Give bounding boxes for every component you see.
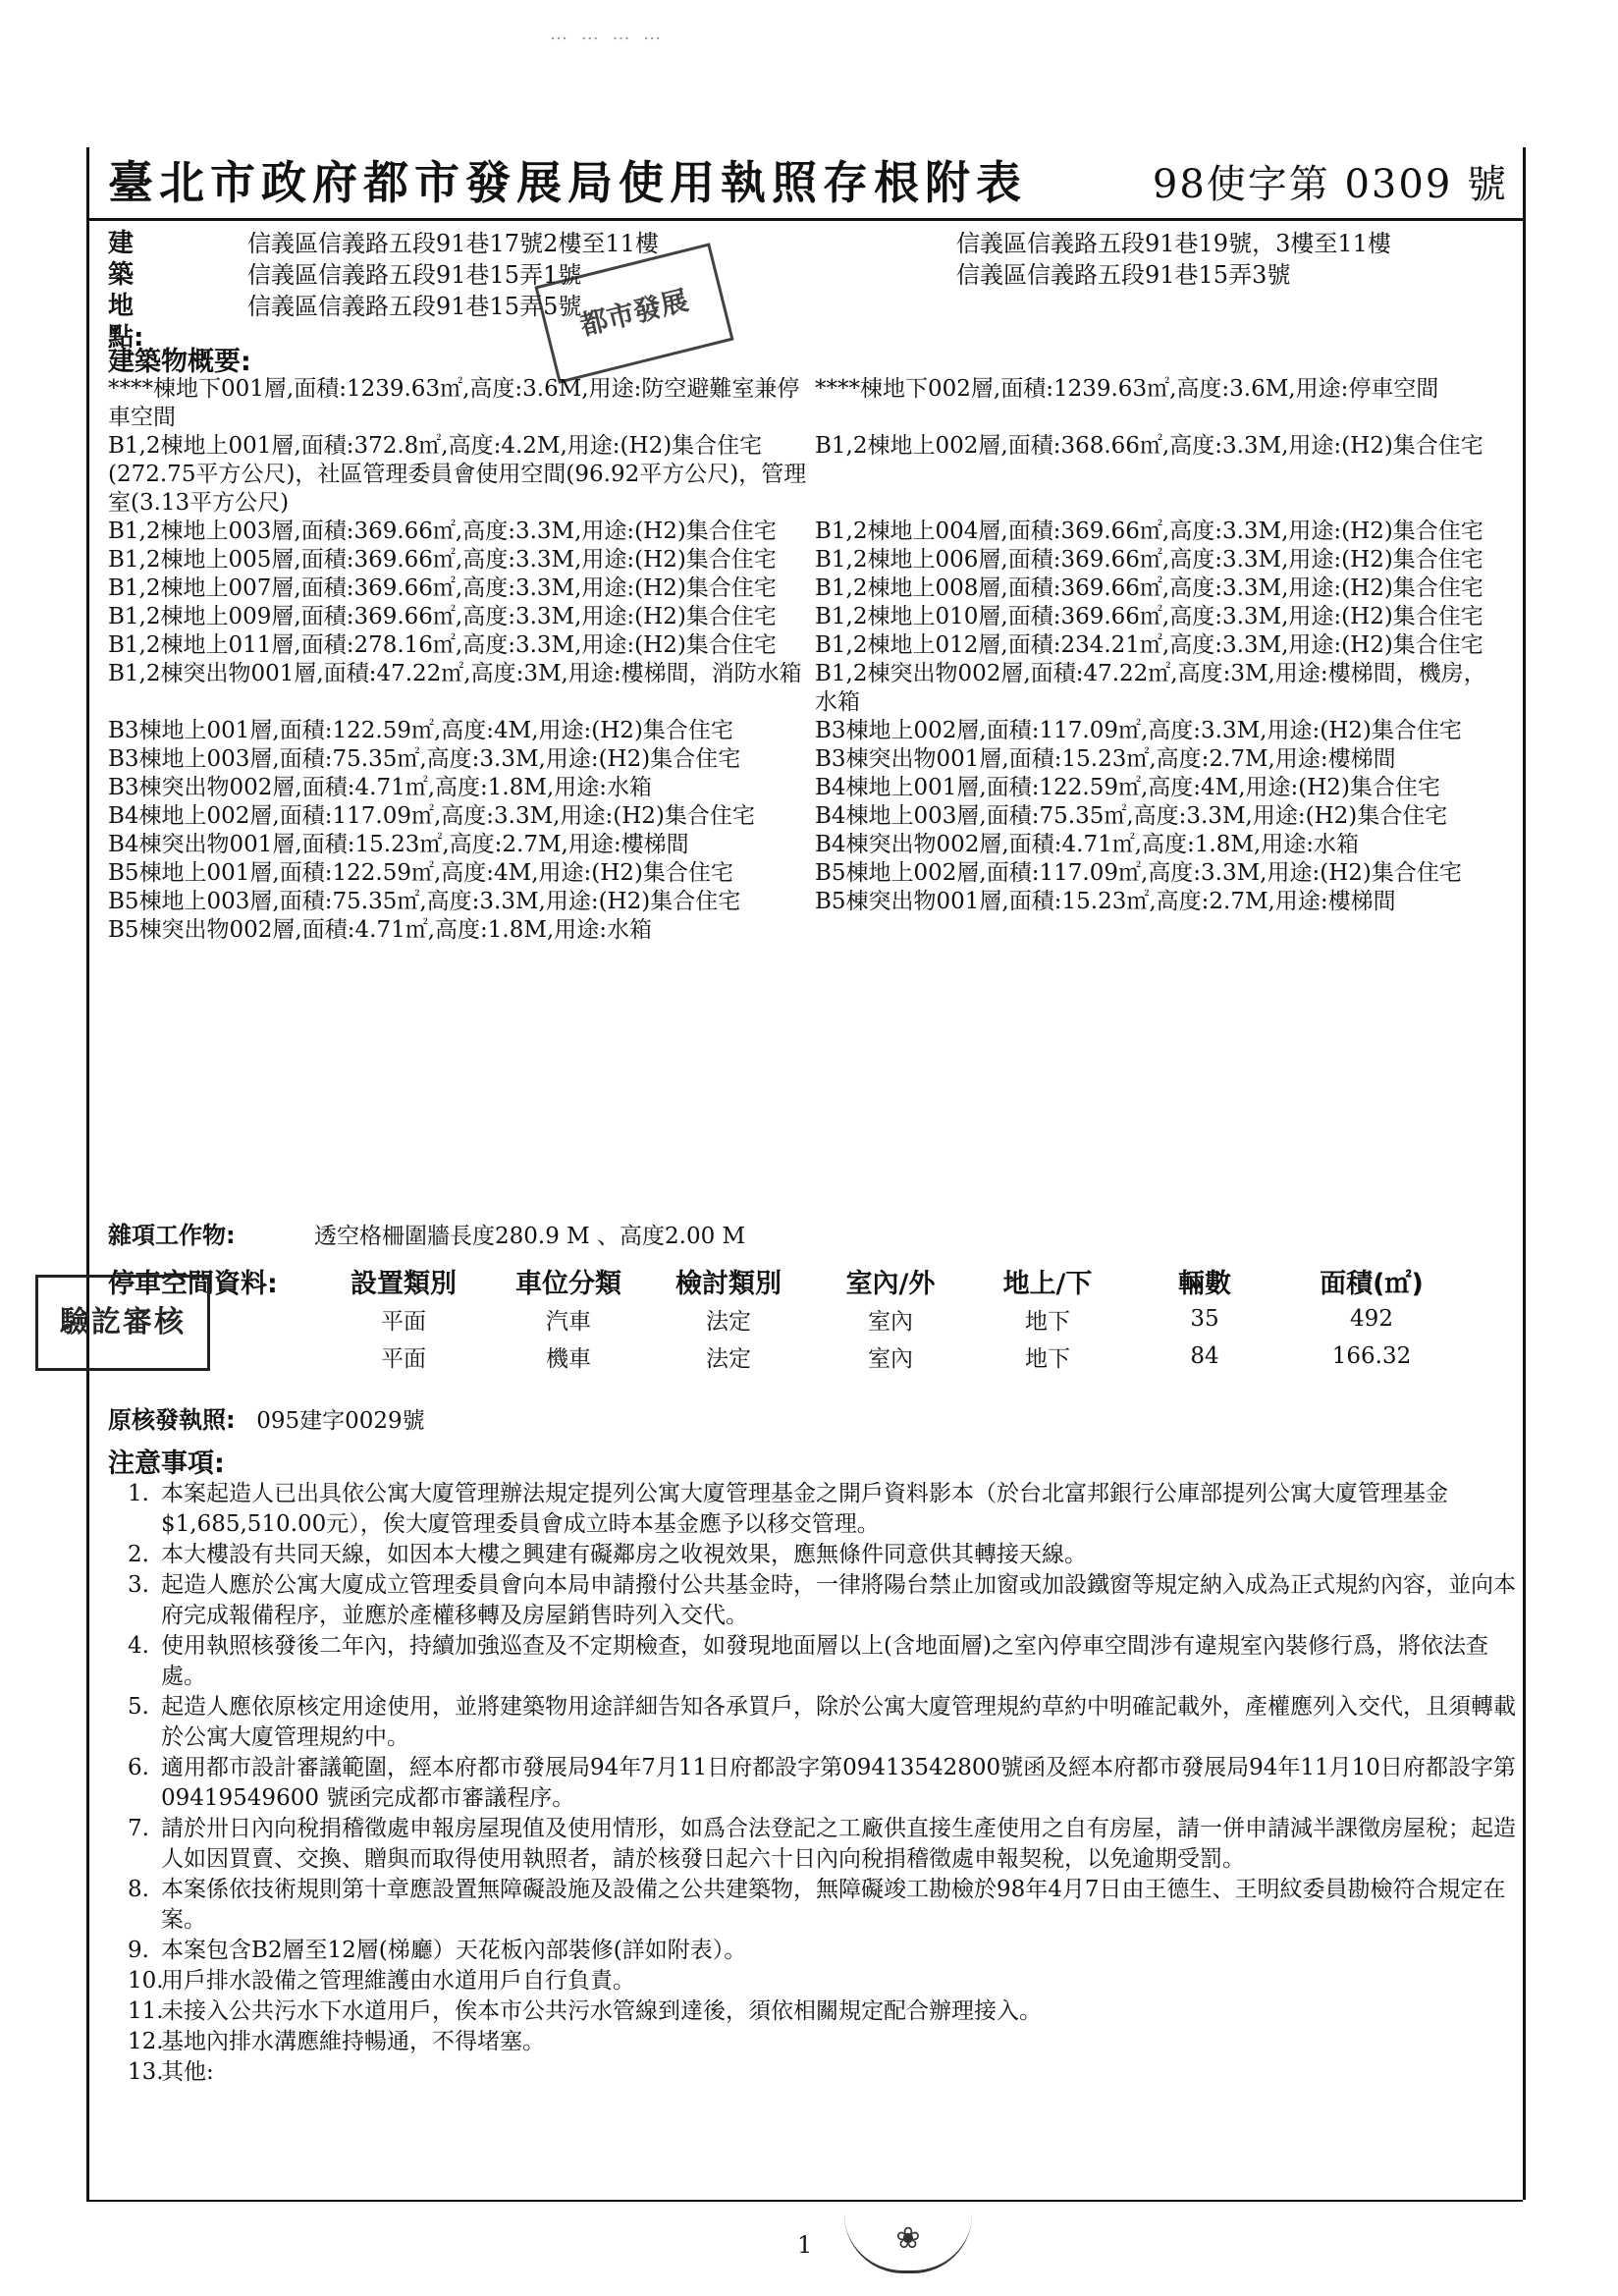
building-floor-entry: B1,2棟地上001層,面積:372.8㎡,高度:4.2M,用途:(H2)集合住宅(272.75平方公尺)，社區管理委員會使用空間(96.92平方公尺)，管理室(3.13平方公尺) [108, 433, 807, 516]
note-number: 9. [128, 1938, 149, 1963]
building-row [108, 916, 1512, 945]
building-floor-entry: B1,2棟突出物002層,面積:47.22㎡,高度:3M,用途:樓梯間，機房，水箱 [815, 661, 1486, 715]
note-item [128, 1936, 1522, 1966]
inspection-stamp: 驗訖審核 [35, 1275, 210, 1371]
building-row [108, 375, 1512, 432]
note-item [128, 1875, 1522, 1936]
building-floor-entry: B4棟地上002層,面積:117.09㎡,高度:3.3M,用途:(H2)集合住宅 [108, 803, 755, 829]
note-item [128, 1814, 1522, 1875]
parking-cell: 室內 [868, 1345, 913, 1372]
page-number: 1 [797, 2231, 813, 2259]
building-row [108, 631, 1512, 660]
parking-section [108, 1261, 1502, 1375]
approval-stamp: 都市發展 [534, 243, 733, 383]
original-permit-label: 原核發執照: [108, 1406, 236, 1434]
building-floor-entry: B1,2棟地上008層,面積:369.66㎡,高度:3.3M,用途:(H2)集合住宅 [815, 575, 1483, 601]
note-item [128, 1479, 1522, 1540]
parking-header-row [108, 1261, 1455, 1300]
building-row [108, 859, 1512, 888]
building-floor-entry: B4棟地上003層,面積:75.35㎡,高度:3.3M,用途:(H2)集合住宅 [815, 803, 1448, 829]
building-row [108, 574, 1512, 603]
note-text: 其他: [161, 2059, 214, 2085]
site-address: 信義區信義路五段91巷15弄1號 [247, 261, 582, 289]
note-text: 起造人應於公寓大廈成立管理委員會向本局申請撥付公共基金時，一律將陽台禁止加窗或加設鐵窗等規定納入成為正式規約內容，並向本府完成報備程序，並應於產權移轉及房屋銷售時列入交代。 [161, 1572, 1516, 1628]
building-row [108, 717, 1512, 745]
building-floor-entry: B4棟突出物001層,面積:15.23㎡,高度:2.7M,用途:樓梯間 [108, 832, 689, 857]
note-number: 4. [128, 1633, 149, 1659]
building-floor-entry: B1,2棟突出物001層,面積:47.22㎡,高度:3M,用途:樓梯間，消防水箱 [108, 661, 802, 686]
note-number: 1. [128, 1481, 149, 1506]
building-floor-entry: B1,2棟地上003層,面積:369.66㎡,高度:3.3M,用途:(H2)集合住宅 [108, 519, 777, 544]
parking-col-header: 地上/下 [1002, 1268, 1093, 1299]
site-label: 建築地點: [108, 229, 144, 353]
building-floor-entry: B4棟突出物002層,面積:4.71㎡,高度:1.8M,用途:水箱 [815, 832, 1359, 857]
note-item [128, 1631, 1522, 1692]
parking-cell: 492 [1350, 1306, 1393, 1332]
note-number: 2. [128, 1542, 149, 1567]
building-floor-entry: B5棟突出物002層,面積:4.71㎡,高度:1.8M,用途:水箱 [108, 917, 652, 943]
building-row [108, 745, 1512, 774]
parking-label: 停車空間資料: [108, 1268, 278, 1299]
note-item [128, 1753, 1522, 1814]
document-title: 臺北市政府都市發展局使用執照存根附表 [108, 156, 1027, 209]
parking-row [108, 1300, 1455, 1338]
permit-number: 98使字第 0309 號 [1152, 162, 1508, 207]
note-text: 基地內排水溝應維持暢通，不得堵塞。 [161, 2029, 545, 2054]
note-number: 5. [128, 1694, 149, 1720]
building-floor-entry: B3棟突出物001層,面積:15.23㎡,高度:2.7M,用途:樓梯間 [815, 746, 1396, 772]
note-text: 本案係依技術規則第十章應設置無障礙設施及設備之公共建築物，無障礙竣工勘檢於98年4月7日由王德生、王明紋委員勘檢符合規定在案。 [161, 1877, 1506, 1933]
bottom-divider [86, 2200, 1523, 2202]
building-row [108, 546, 1512, 574]
building-heading: 建築物概要: [108, 347, 251, 377]
note-text: 本大樓設有共同天線，如因本大樓之興建有礙鄰房之收視效果，應無條件同意供其轉接天線。 [161, 1542, 1087, 1567]
note-text: 使用執照核發後二年內，持續加強巡查及不定期檢查，如發現地面層以上(含地面層)之室內停車空間涉有違規室內裝修行爲，將依法查處。 [161, 1633, 1488, 1689]
note-text: 起造人應依原核定用途使用，並將建築物用途詳細告知各承買戶，除於公寓大廈管理規約草約中明確記載外，產權應列入交代，且須轉載於公寓大廈管理規約中。 [161, 1694, 1516, 1750]
notes-list [128, 1479, 1522, 2088]
building-floor-entry: B5棟突出物001層,面積:15.23㎡,高度:2.7M,用途:樓梯間 [815, 889, 1396, 914]
parking-col-header: 檢討類別 [675, 1268, 782, 1299]
parking-col-header: 室內/外 [845, 1268, 936, 1299]
site-address: 信義區信義路五段91巷15弄5號 [247, 293, 582, 320]
parking-cell: 室內 [868, 1308, 913, 1335]
building-floor-entry: B1,2棟地上005層,面積:369.66㎡,高度:3.3M,用途:(H2)集合住宅 [108, 547, 777, 573]
note-item [128, 1570, 1522, 1631]
scan-noise-text: … … … … [550, 24, 666, 44]
note-item [128, 1692, 1522, 1753]
note-item [128, 1996, 1522, 2027]
parking-col-header: 面積(㎡) [1320, 1268, 1424, 1299]
site-address: 信義區信義路五段91巷19號，3樓至11樓 [956, 230, 1391, 257]
parking-row [108, 1338, 1455, 1375]
note-number: 8. [128, 1877, 149, 1902]
parking-col-header: 輛數 [1178, 1268, 1231, 1299]
building-row [108, 802, 1512, 831]
building-summary [108, 375, 1512, 945]
building-row [108, 774, 1512, 802]
note-number: 13. [128, 2059, 164, 2085]
seal-icon [844, 2206, 972, 2273]
building-floor-entry: B3棟地上003層,面積:75.35㎡,高度:3.3M,用途:(H2)集合住宅 [108, 746, 741, 772]
building-floor-entry: B5棟地上002層,面積:117.09㎡,高度:3.3M,用途:(H2)集合住宅 [815, 860, 1462, 886]
note-text: 本案起造人已出具依公寓大廈管理辦法規定提列公寓大廈管理基金之開戶資料影本（於台北富邦銀行公庫部提列公寓大廈管理基金$1,685,510.00元），俟大廈管理委員會成立時本基金應予以移交管理。 [161, 1481, 1448, 1537]
note-item [128, 1540, 1522, 1570]
building-floor-entry: B1,2棟地上007層,面積:369.66㎡,高度:3.3M,用途:(H2)集合住宅 [108, 575, 777, 601]
original-permit-value: 095建字0029號 [256, 1408, 425, 1434]
title-divider [86, 218, 1523, 221]
building-row [108, 518, 1512, 546]
parking-col-header: 車位分類 [515, 1268, 621, 1299]
note-number: 10. [128, 1968, 164, 1994]
seal-mark-icon: ❀ [895, 2220, 921, 2256]
building-row [108, 888, 1512, 916]
note-number: 3. [128, 1572, 149, 1598]
building-floor-entry: B1,2棟地上011層,面積:278.16㎡,高度:3.3M,用途:(H2)集合住宅 [108, 632, 777, 658]
note-number: 6. [128, 1755, 149, 1780]
building-row [108, 831, 1512, 859]
parking-cell: 平面 [381, 1308, 426, 1335]
site-address: 信義區信義路五段91巷15弄3號 [956, 261, 1291, 289]
parking-col-header: 設置類別 [351, 1268, 457, 1299]
building-floor-entry: ****棟地下001層,面積:1239.63㎡,高度:3.6M,用途:防空避難室兼停車空間 [108, 376, 800, 430]
site-address: 信義區信義路五段91巷17號2樓至11樓 [247, 230, 659, 257]
misc-value: 透空格柵圍牆長度280.9 M 、高度2.00 M [314, 1224, 746, 1249]
parking-table [108, 1261, 1455, 1375]
building-floor-entry: B1,2棟地上010層,面積:369.66㎡,高度:3.3M,用途:(H2)集合住宅 [815, 604, 1483, 629]
building-floor-entry: B1,2棟地上002層,面積:368.66㎡,高度:3.3M,用途:(H2)集合住宅 [815, 433, 1483, 459]
misc-label: 雜項工作物: [108, 1222, 236, 1249]
building-row [108, 603, 1512, 631]
note-text: 未接入公共污水下水道用戶，俟本市公共污水管線到達後，須依相關規定配合辦理接入。 [161, 1998, 1042, 2024]
parking-cell: 35 [1190, 1306, 1219, 1332]
note-text: 本案包含B2層至12層(梯廳）天花板內部裝修(詳如附表）。 [161, 1938, 747, 1963]
building-row [108, 432, 1512, 518]
note-number: 7. [128, 1816, 149, 1841]
note-item [128, 2027, 1522, 2057]
parking-cell: 84 [1190, 1343, 1219, 1369]
building-floor-entry: B1,2棟地上012層,面積:234.21㎡,高度:3.3M,用途:(H2)集合住宅 [815, 632, 1483, 658]
original-permit [108, 1400, 425, 1435]
parking-cell: 平面 [381, 1345, 426, 1372]
note-item [128, 2057, 1522, 2088]
note-number: 12. [128, 2029, 164, 2054]
note-text: 用戶排水設備之管理維護由水道用戶自行負責。 [161, 1968, 635, 1994]
parking-cell: 法定 [706, 1345, 751, 1372]
misc-works [108, 1216, 746, 1250]
building-floor-entry: B3棟突出物002層,面積:4.71㎡,高度:1.8M,用途:水箱 [108, 775, 652, 800]
building-floor-entry: B4棟地上001層,面積:122.59㎡,高度:4M,用途:(H2)集合住宅 [815, 775, 1440, 800]
building-floor-entry: B3棟地上002層,面積:117.09㎡,高度:3.3M,用途:(H2)集合住宅 [815, 718, 1462, 743]
building-floor-entry [815, 916, 1512, 945]
building-floor-entry: B1,2棟地上006層,面積:369.66㎡,高度:3.3M,用途:(H2)集合住宅 [815, 547, 1483, 573]
building-floor-entry: B5棟地上001層,面積:122.59㎡,高度:4M,用途:(H2)集合住宅 [108, 860, 733, 886]
parking-cell: 166.32 [1331, 1343, 1412, 1369]
note-item [128, 1966, 1522, 1996]
building-floor-entry: ****棟地下002層,面積:1239.63㎡,高度:3.6M,用途:停車空間 [815, 376, 1439, 402]
note-text: 請於卅日內向稅捐稽徵處申報房屋現值及使用情形，如爲合法登記之工廠供直接生產使用之自有房屋，請一併申請減半課徵房屋稅；起造人如因買賣、交換、贈與而取得使用執照者，請於核發日起六十日內向稅捐稽徵處申報契稅，以免逾期受罰。 [161, 1816, 1516, 1872]
parking-cell: 地下 [1025, 1345, 1070, 1372]
building-floor-entry: B1,2棟地上004層,面積:369.66㎡,高度:3.3M,用途:(H2)集合住宅 [815, 519, 1483, 544]
parking-cell: 法定 [706, 1308, 751, 1335]
parking-cell: 地下 [1025, 1308, 1070, 1335]
building-floor-entry: B5棟地上003層,面積:75.35㎡,高度:3.3M,用途:(H2)集合住宅 [108, 889, 741, 914]
parking-cell: 機車 [546, 1345, 591, 1372]
building-floor-entry: B3棟地上001層,面積:122.59㎡,高度:4M,用途:(H2)集合住宅 [108, 718, 733, 743]
parking-cell: 汽車 [546, 1308, 591, 1335]
site-addresses-right [956, 228, 1545, 291]
note-text: 適用都市設計審議範圍，經本府都市發展局94年7月11日府都設字第09413542800號函及經本府都市發展局94年11月10日府都設字第 09419549600 號函完成都市審議程序。 [161, 1755, 1516, 1811]
notes-heading: 注意事項: [108, 1449, 225, 1479]
building-row [108, 660, 1512, 717]
building-floor-entry: B1,2棟地上009層,面積:369.66㎡,高度:3.3M,用途:(H2)集合住宅 [108, 604, 777, 629]
note-number: 11. [128, 1998, 164, 2024]
